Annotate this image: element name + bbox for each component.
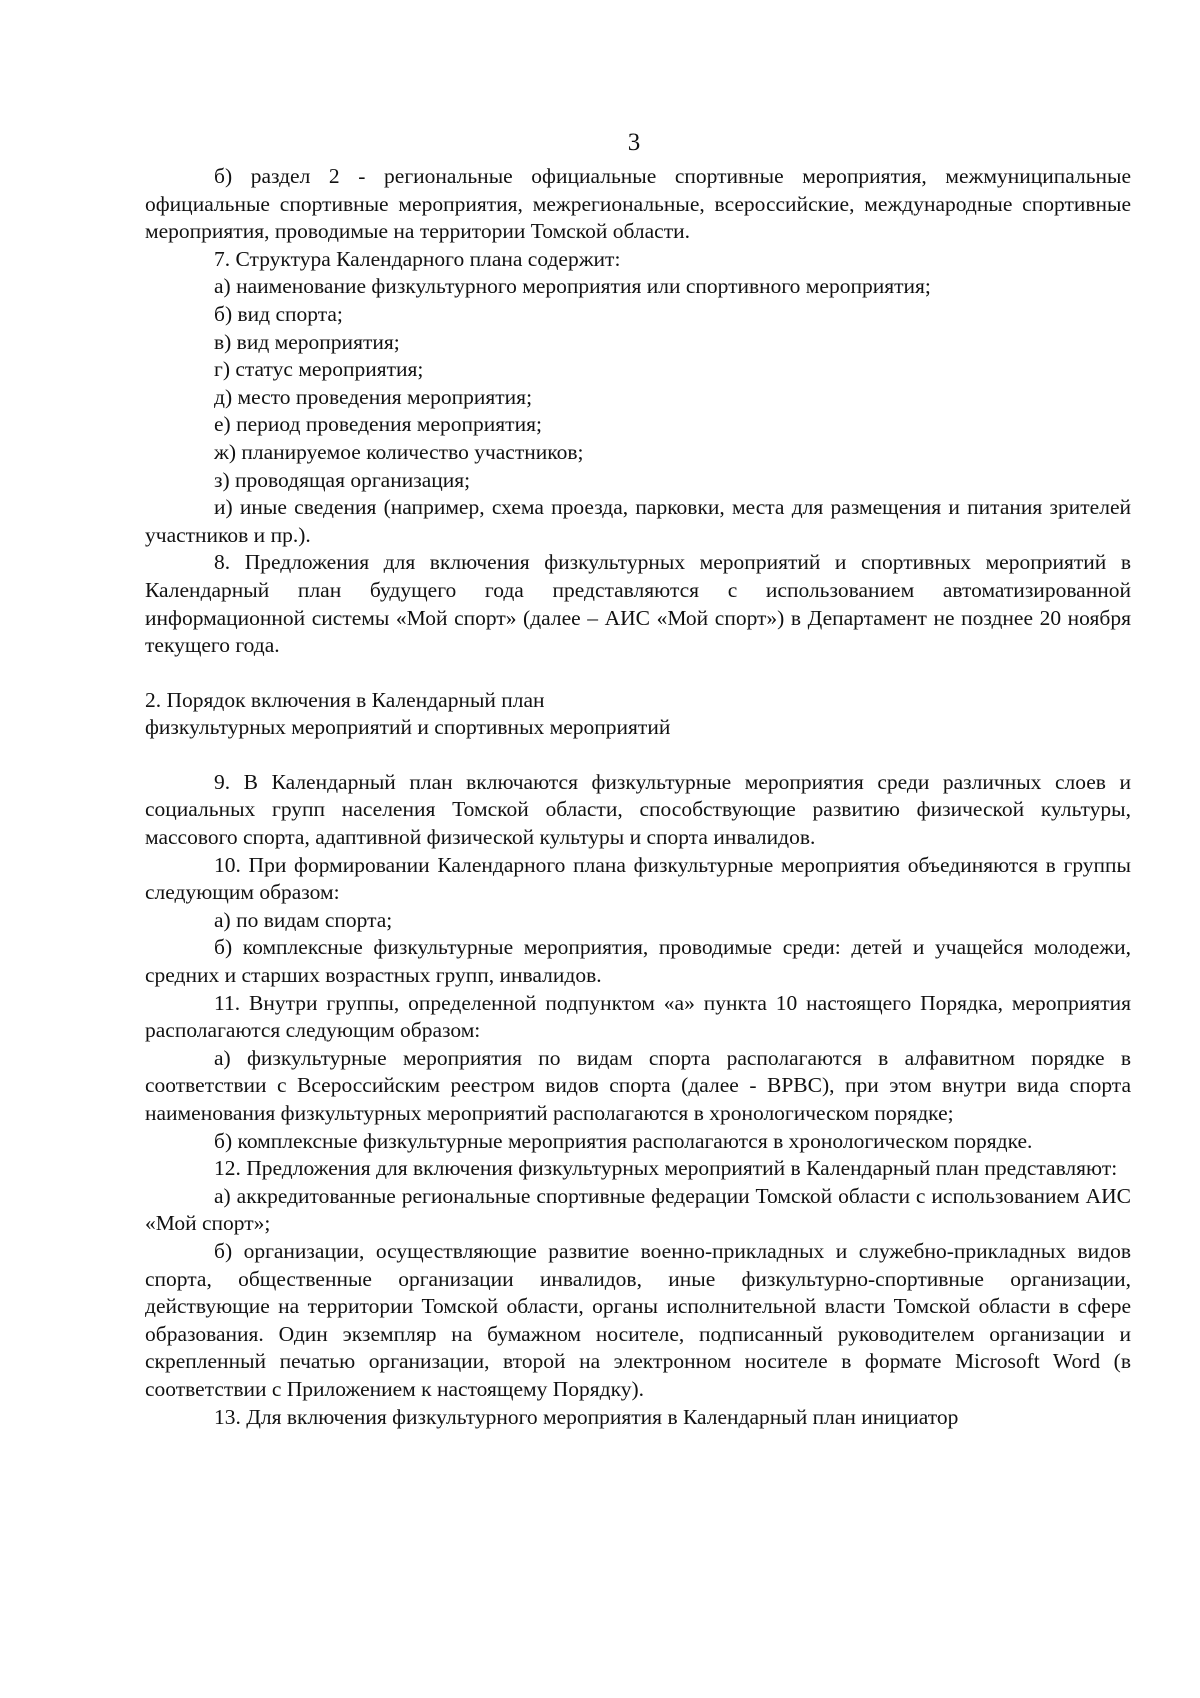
list-item: в) вид мероприятия; — [214, 329, 400, 354]
section-heading — [145, 687, 1131, 742]
paragraph: 8. Предложения для включения физкультурных мероприятий и спортивных мероприятий в Календарный план будущего года представляются с использованием автоматизированной информационной системы «Мой спорт» (далее – АИС «Мой спорт») в Департамент не позднее 20 ноября текущего года. — [145, 550, 1131, 658]
page-number: 3 — [627, 129, 641, 156]
paragraph: б) раздел 2 - региональные официальные спортивные мероприятия, межмуниципальные официальные спортивные мероприятия, межрегиональные, всероссийские, международные спортивные мероприятия, проводимые на территории Томской области. — [145, 164, 1131, 244]
paragraph: 11. Внутри группы, определенной подпунктом «а» пункта 10 настоящего Порядка, мероприятия располагаются следующим образом: — [145, 990, 1131, 1043]
list-item: а) аккредитованные региональные спортивные федерации Томской области с использованием АИС «Мой спорт»; — [145, 1183, 1131, 1236]
list-item: ж) планируемое количество участников; — [214, 439, 584, 464]
section-heading-line2: физкультурных мероприятий и спортивных мероприятий — [145, 715, 671, 740]
list-item: е) период проведения мероприятия; — [214, 412, 542, 437]
list-item: а) наименование физкультурного мероприятия или спортивного мероприятия; — [214, 274, 931, 299]
list-item: г) статус мероприятия; — [214, 357, 424, 382]
list-item: и) иные сведения (например, схема проезда, парковки, места для размещения и питания зрителей участников и пр.). — [145, 495, 1131, 547]
paragraph: 10. При формировании Календарного плана физкультурные мероприятия объединяются в группы следующим образом: — [145, 852, 1131, 905]
paragraph: 7. Структура Календарного плана содержит: — [214, 246, 621, 271]
list-item: б) организации, осуществляющие развитие военно-прикладных и служебно-прикладных видов спорта, общественные организации инвалидов, иные физкультурно-спортивные организации, действующие на территории Томской области, органы исполнительной власти Томской области в сфере образования. Один экземпляр на бумажном носителе, подписанный руководителем организации и скрепленный печатью организации, второй на электронном носителе в формате Microsoft Word (в соответствии с Приложением к настоящему Порядку). — [145, 1238, 1131, 1401]
list-item: д) место проведения мероприятия; — [214, 384, 533, 409]
document-body — [145, 163, 1131, 1431]
list-item: а) по видам спорта; — [214, 907, 393, 932]
paragraphs-before — [145, 163, 1131, 660]
paragraph: 13. Для включения физкультурного мероприятия в Календарный план инициатор — [214, 1404, 959, 1429]
list-item: б) комплексные физкультурные мероприятия располагаются в хронологическом порядке. — [214, 1128, 1033, 1153]
list-item: б) вид спорта; — [214, 301, 343, 326]
list-item: а) физкультурные мероприятия по видам спорта располагаются в алфавитном порядке в соответствии с Всероссийским реестром видов спорта (далее - ВРВС), при этом внутри вида спорта наименования физкультурных мероприятий располагаются в хронологическом порядке; — [145, 1045, 1131, 1125]
paragraph: 12. Предложения для включения физкультурных мероприятий в Календарный план представляют: — [214, 1156, 1118, 1181]
section-heading-line1: 2. Порядок включения в Календарный план — [145, 687, 545, 712]
list-item: б) комплексные физкультурные мероприятия, проводимые среди: детей и учащейся молодежи, средних и старших возрастных групп, инвалидов. — [145, 935, 1131, 988]
paragraphs-after — [145, 769, 1131, 1431]
paragraph: 9. В Календарный план включаются физкультурные мероприятия среди различных слоев и социальных групп населения Томской области, способствующие развитию физической культуры, массового спорта, адаптивной физической культуры и спорта инвалидов. — [145, 769, 1131, 850]
list-item: з) проводящая организация; — [214, 467, 471, 492]
